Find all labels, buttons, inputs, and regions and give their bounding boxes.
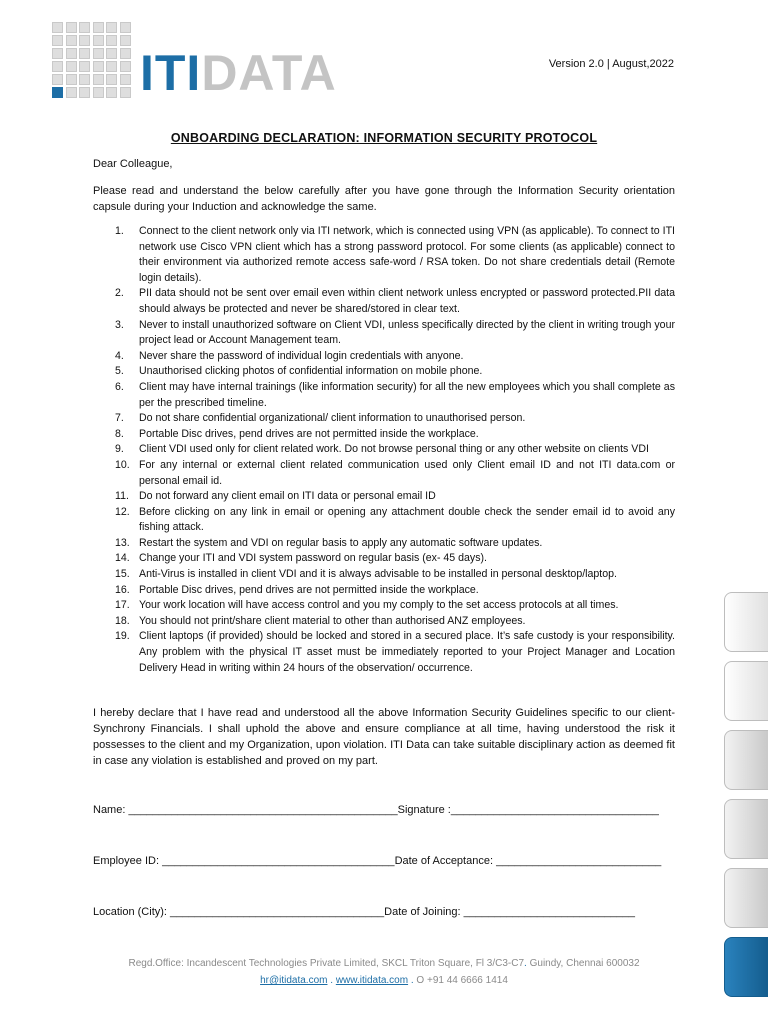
version-label: Version 2.0 | August,2022 — [548, 58, 674, 70]
side-tab — [724, 661, 768, 721]
signature-field[interactable]: Signature :__________________________________ — [397, 804, 659, 816]
location-field[interactable]: Location (City): ___________________________________ — [93, 906, 385, 918]
side-tab — [724, 592, 768, 652]
location-row — [93, 906, 683, 918]
decorative-side-tabs — [724, 592, 768, 1006]
employee-id-row — [93, 855, 683, 867]
list-item: 7. Do not share confidential organizational/ client information to unauthorised person. — [115, 412, 526, 425]
list-item: 12. Before clicking on any link in email or opening any attachment double check the sender email id to avoid any fishing attack. — [115, 505, 675, 534]
list-item: 11. Do not forward any client email on ITI data or personal email ID — [115, 490, 436, 503]
document-title: ONBOARDING DECLARATION: INFORMATION SECURITY PROTOCOL — [170, 131, 598, 145]
declaration-paragraph: I hereby declare that I have read and understood all the above Information Security Guidelines specific to our client- Synchrony Financials. I shall uphold the above and ensure compliance at all time, having understood the risk it possesses to the client and my Organization, upon violation. ITI Data can take suitable disciplinary action as deemed fit in case any violation is established and proved on my part. — [93, 707, 675, 767]
list-item: 2. PII data should not be sent over email even within client network unless encrypted or password protected.PII data should always be protected and never be shared/stored in clear text. — [115, 287, 675, 315]
list-item: 17. Your work location will have access control and you my comply to the set access protocols at all times. — [115, 599, 619, 612]
greeting: Dear Colleague, — [93, 158, 173, 170]
logo-wordmark: ITIDATA — [140, 45, 337, 101]
name-field[interactable]: Name: ____________________________________________ — [93, 804, 398, 816]
email-link[interactable]: hr@itidata.com — [260, 975, 328, 986]
date-of-acceptance-field[interactable]: Date of Acceptance: ___________________________ — [394, 855, 662, 867]
list-item: 5. Unauthorised clicking photos of confidential information on mobile phone. — [115, 365, 483, 378]
bullet-icon: . — [410, 975, 414, 986]
list-item: 15. Anti-Virus is installed in client VDI and it is always advisable to be installed in personal desktop/laptop. — [115, 568, 617, 581]
side-tab — [724, 937, 768, 997]
employee-id-field[interactable]: Employee ID: ______________________________________ — [93, 855, 395, 867]
list-item: 8. Portable Disc drives, pend drives are not permitted inside the workplace. — [115, 427, 479, 440]
list-item: 18. You should not print/share client material to other than authorised ANZ employees. — [115, 614, 526, 627]
side-tab — [724, 868, 768, 928]
footer-address: Regd.Office: Incandescent Technologies Private Limited, SKCL Triton Square, Fl 3/C3-C7. Guindy, Chennai 600032 — [128, 958, 640, 969]
list-item: 1. Connect to the client network only via ITI network, which is connected using VPN (as applicable). To connect to ITI network use Cisco VPN client which has a strong password protocol. For some clients (as applicable) connect to their environment via authorized remote access safe-word / RSA token. Do not share credentials detail (Remote login details). — [115, 225, 675, 284]
list-item: 13. Restart the system and VDI on regular basis to apply any automatic software updates. — [115, 536, 543, 549]
bullet-icon: . — [524, 958, 527, 969]
website-link[interactable]: www.itidata.com — [335, 975, 409, 986]
name-signature-row — [93, 804, 683, 816]
list-item: 10. For any internal or external client related communication used only Client email ID and not ITI data.com or personal email id. — [115, 458, 675, 487]
logo-grid-icon — [52, 22, 134, 98]
side-tab — [724, 799, 768, 859]
list-item: 6. Client may have internal trainings (like information security) for all the new employees which you shall complete as per the prescribed timeline. — [115, 380, 675, 409]
list-item: 16. Portable Disc drives, pend drives are not permitted inside the workplace. — [115, 583, 479, 596]
bullet-icon: . — [330, 975, 334, 986]
footer-contact — [0, 975, 768, 986]
security-points-list — [93, 224, 675, 676]
company-logo — [52, 22, 337, 101]
list-item: 4. Never share the password of individual login credentials with anyone. — [115, 349, 464, 362]
date-of-joining-field[interactable]: Date of Joining: ____________________________ — [384, 906, 635, 918]
list-item: 19. Client laptops (if provided) should be locked and stored in a secured place. It’s safe custody is your responsibility. Any problem with the physical IT asset must be immediately reported to your Project Manager and Location Delivery Head in writing within 24 hours of the observation/ occurrence. — [115, 630, 675, 674]
list-item: 14. Change your ITI and VDI system password on regular basis (ex- 45 days). — [115, 552, 487, 565]
phone-number: O +91 44 6666 1414 — [416, 975, 508, 986]
intro-paragraph: Please read and understand the below carefully after you have gone through the Information Security orientation capsule during your Induction and acknowledge the same. — [93, 185, 675, 213]
list-item: 3. Never to install unauthorized software on Client VDI, unless specifically directed by the client in writing trough your project lead or Account Management team. — [115, 318, 675, 347]
side-tab — [724, 730, 768, 790]
list-item: 9. Client VDI used only for client related work. Do not browse personal thing or any other website on clients VDI — [115, 443, 649, 456]
